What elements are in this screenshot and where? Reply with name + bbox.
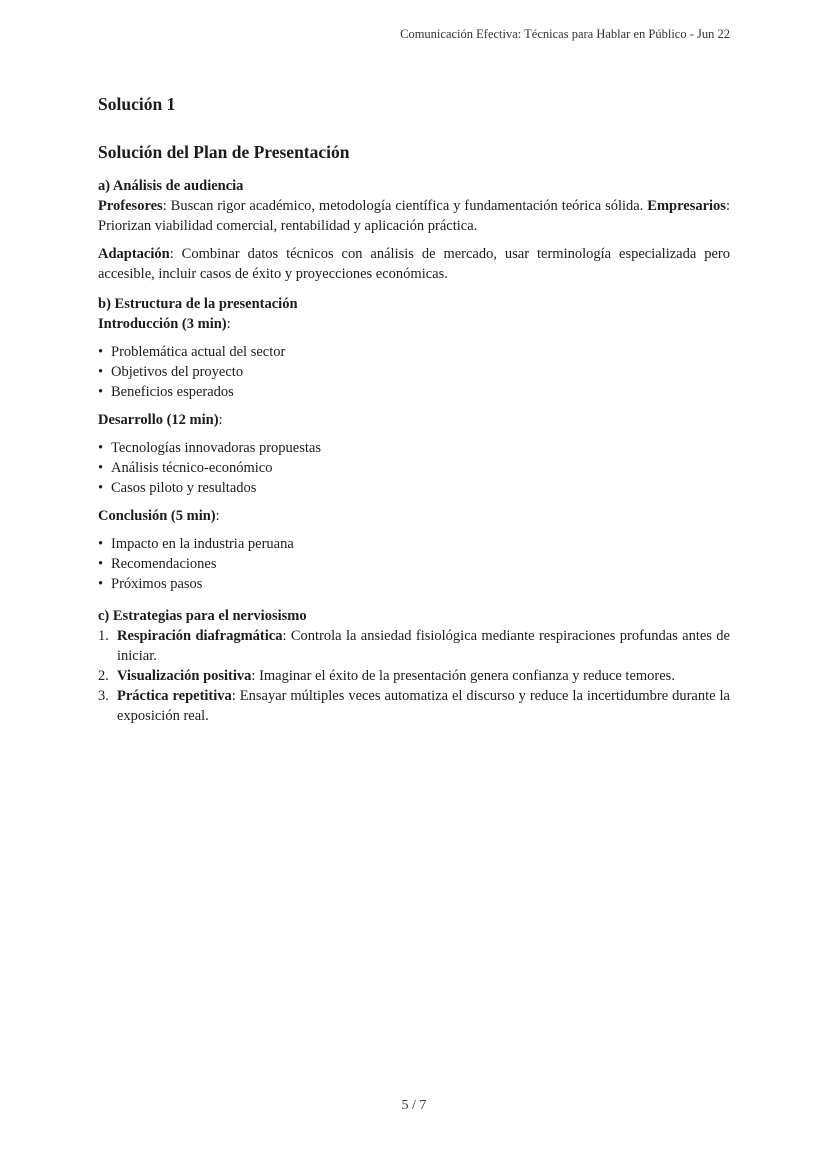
professors-text: : Buscan rigor académico, metodología científica y fundamentación teórica sólida.	[162, 198, 648, 214]
introduction-list	[98, 342, 730, 402]
phase-conclusion-title	[98, 506, 730, 526]
business-label: Empresarios	[647, 198, 726, 214]
section-audience-analysis	[98, 176, 730, 284]
strategy-label: Respiración diafragmática	[117, 628, 283, 644]
solution-title: Solución 1	[98, 94, 176, 114]
list-item: • Tecnologías innovadoras propuestas	[98, 438, 730, 458]
business-text: : Priorizan viabilidad comercial, rentabilidad y aplicación práctica.	[98, 198, 730, 234]
item-number: 2.	[98, 668, 109, 684]
list-item: • Recomendaciones	[98, 554, 730, 574]
strategy-label: Práctica repetitiva	[117, 688, 232, 704]
strategy-item	[98, 666, 730, 686]
page-content	[98, 92, 730, 726]
item-number: 3.	[98, 688, 109, 704]
section-b-heading: b) Estructura de la presentación	[98, 296, 298, 312]
strategy-item	[98, 686, 730, 726]
phase-introduction-title	[98, 314, 730, 334]
list-item: • Beneficios esperados	[98, 382, 730, 402]
strategy-text: : Imaginar el éxito de la presentación genera confianza y reduce temores.	[251, 668, 675, 684]
phase-title-label: Conclusión (5 min)	[98, 508, 216, 524]
list-item: • Casos piloto y resultados	[98, 478, 730, 498]
page-number: 5 / 7	[401, 1098, 427, 1113]
phase-title-label: Introducción (3 min)	[98, 316, 227, 332]
conclusion-list	[98, 534, 730, 594]
phase-title-label: Desarrollo (12 min)	[98, 412, 219, 428]
list-item: • Próximos pasos	[98, 574, 730, 594]
adaptation-label: Adaptación	[98, 246, 170, 262]
item-number: 1.	[98, 628, 109, 644]
plan-title: Solución del Plan de Presentación	[98, 142, 350, 162]
strategy-item	[98, 626, 730, 666]
phase-development-title	[98, 410, 730, 430]
strategy-text: : Ensayar múltiples veces automatiza el discurso y reduce la incertidumbre durante la exposición real.	[117, 688, 730, 724]
section-nervousness-strategies	[98, 606, 730, 726]
section-presentation-structure	[98, 294, 730, 594]
section-c-heading: c) Estrategias para el nerviosismo	[98, 608, 307, 624]
phase-title-colon: :	[226, 316, 231, 332]
phase-title-colon: :	[215, 508, 220, 524]
list-item: • Impacto en la industria peruana	[98, 534, 730, 554]
running-header: Comunicación Efectiva: Técnicas para Hablar en Público - Jun 22	[400, 27, 730, 41]
development-list	[98, 438, 730, 498]
list-item: • Objetivos del proyecto	[98, 362, 730, 382]
strategies-list	[98, 626, 730, 726]
strategy-label: Visualización positiva	[117, 668, 252, 684]
adaptation-paragraph	[98, 244, 730, 284]
audience-paragraph	[98, 196, 730, 236]
list-item: • Análisis técnico-económico	[98, 458, 730, 478]
professors-label: Profesores	[98, 198, 163, 214]
list-item: • Problemática actual del sector	[98, 342, 730, 362]
adaptation-text: : Combinar datos técnicos con análisis de mercado, usar terminología especializada pero accesible, incluir casos de éxito y proyecciones económicas.	[98, 246, 730, 282]
phase-title-colon: :	[218, 412, 223, 428]
strategy-text: : Controla la ansiedad fisiológica mediante respiraciones profundas antes de iniciar.	[117, 628, 730, 664]
section-a-heading: a) Análisis de audiencia	[98, 178, 244, 194]
